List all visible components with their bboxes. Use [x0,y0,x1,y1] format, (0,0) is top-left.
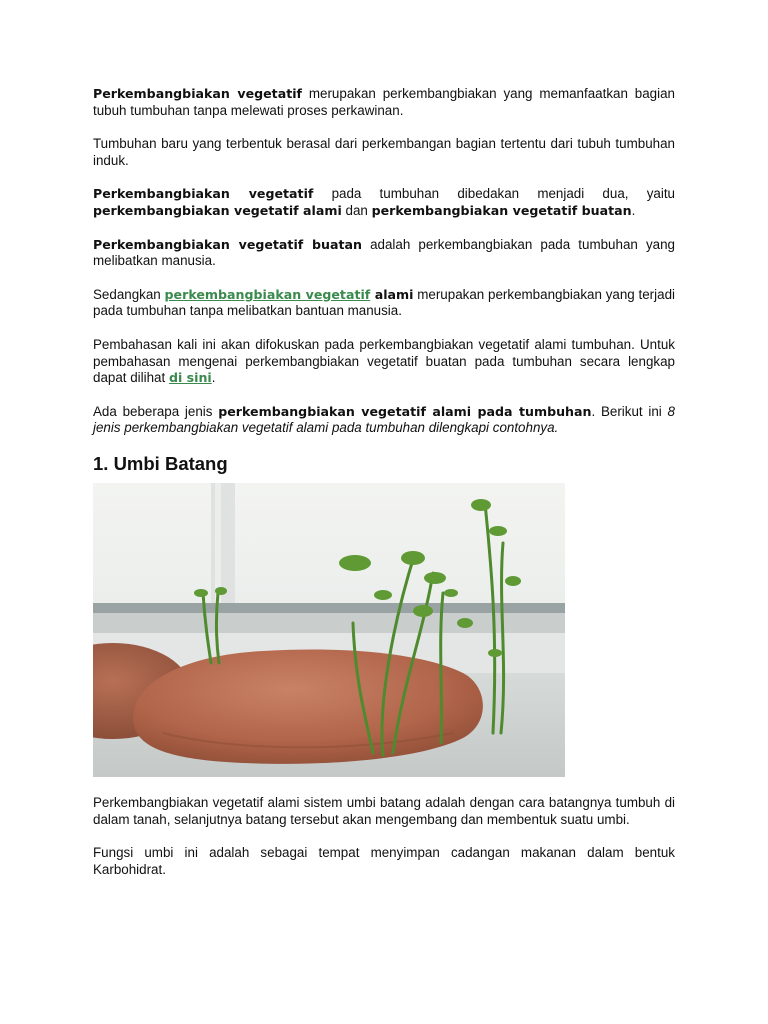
bold-term: perkembangbiakan vegetatif buatan [371,202,632,218]
paragraph-umbi-function [93,845,675,878]
bold-term: perkembangbiakan vegetatif alami pada tumbuhan [218,403,592,419]
bold-term: perkembangbiakan vegetatif alami [93,202,342,218]
text: pada tumbuhan dibedakan menjadi dua, yaitu [313,186,675,202]
sweet-potato-sprouting-image [93,483,565,777]
text: Tumbuhan baru yang terbentuk berasal dari perkembangan bagian tertentu dari tubuh tumbuhan induk. [93,136,675,168]
text: Pembahasan kali ini akan difokuskan pada perkembangbiakan vegetatif alami tumbuhan. Untuk pembahasan mengenai perkembangbiakan vegetatif buatan pada tumbuhan secara lengkap dapat dilihat [93,336,675,386]
bold-term: Perkembangbiakan vegetatif [93,86,303,101]
paragraph-new-plant [93,136,675,169]
italic-text: 8 jenis perkembangbiakan vegetatif alami pada tumbuhan dilengkapi contohnya. [93,403,675,436]
bold-term: alami [370,286,414,302]
text: Perkembangbiakan vegetatif alami sistem umbi batang adalah dengan cara batangnya tumbuh di dalam tanah, selanjutnya batang tersebut akan mengembang dan membentuk suatu umbi. [93,794,675,827]
bold-term: Perkembangbiakan vegetatif [93,186,314,202]
paragraph-intro-list [93,404,675,437]
text: merupakan perkembangbiakan yang memanfaatkan bagian tubuh tumbuhan tanpa melewati proses perkawinan. [93,86,675,118]
text: . [631,202,636,218]
text: Ada beberapa jenis [93,403,219,419]
text: . [211,370,216,386]
paragraph-natural [93,287,675,320]
text: dan [341,202,372,218]
link-di-sini[interactable]: di sini [168,370,212,386]
text: . Berikut ini [591,403,668,419]
text: adalah perkembangbiakan pada tumbuhan yang melibatkan manusia. [93,236,675,269]
text: Sedangkan [93,286,165,302]
text: Fungsi umbi ini adalah sebagai tempat menyimpan cadangan makanan dalam bentuk Karbohidrat. [93,845,675,877]
paragraph-focus [93,337,675,387]
document-body [93,86,675,878]
link-perkembangbiakan-vegetatif[interactable]: perkembangbiakan vegetatif [164,286,371,302]
paragraph-umbi-batang-desc [93,795,675,828]
text: merupakan perkembangbiakan yang terjadi pada tumbuhan tanpa melibatkan bantuan manusia. [93,286,675,319]
section-heading-umbi-batang: 1. Umbi Batang [93,452,228,474]
paragraph-artificial [93,237,675,270]
paragraph-definition [93,86,675,119]
paragraph-types [93,186,675,219]
bold-term: Perkembangbiakan vegetatif buatan [93,236,362,252]
